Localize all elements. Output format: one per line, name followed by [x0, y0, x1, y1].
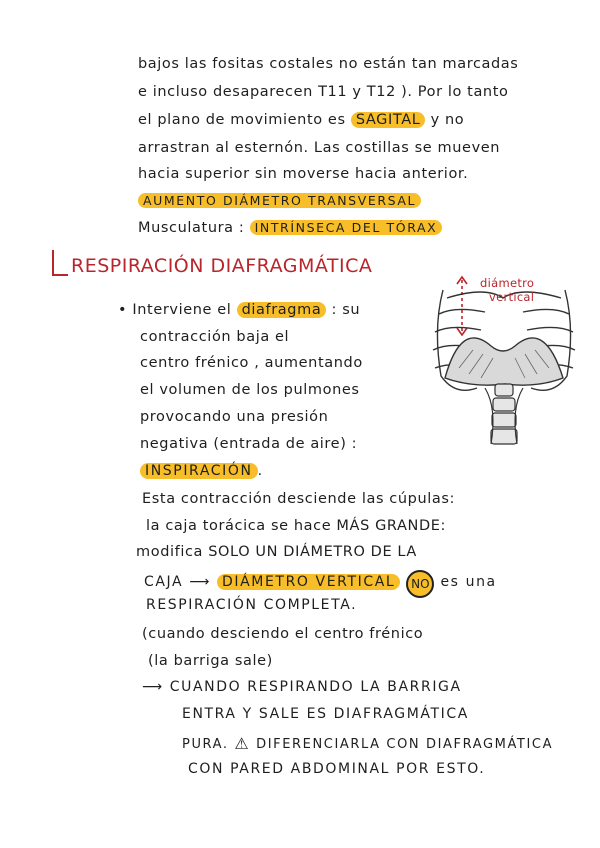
text-span: Musculatura :: [138, 220, 245, 236]
text-span: es una: [440, 574, 497, 590]
highlight-intrinseca: INTRÍNSECA DEL TÓRAX: [250, 220, 443, 235]
text-line: (la barriga sale): [148, 653, 273, 669]
figure-label: vertical: [489, 290, 535, 304]
heading-bracket-icon: [52, 250, 68, 276]
text-line: ENTRA Y SALE ES DIAFRAGMÁTICA: [182, 706, 469, 722]
text-line: [138, 193, 421, 208]
text-line: [138, 220, 442, 236]
no-circle-badge: NO: [406, 570, 434, 598]
text-line: contracción baja el: [140, 329, 290, 345]
text-line: [182, 734, 553, 753]
text-line: modifica SOLO UN DIÁMETRO DE LA: [136, 544, 417, 560]
highlight-transversal: AUMENTO DIÁMETRO TRANSVERSAL: [138, 193, 421, 208]
text-line: (cuando desciendo el centro frénico: [142, 626, 424, 642]
warning-icon: ⚠: [234, 734, 251, 753]
highlight-sagital: SAGITAL: [351, 112, 426, 128]
text-line: [140, 463, 264, 479]
text-span: y no: [430, 112, 465, 128]
text-span: • Interviene el: [118, 302, 232, 318]
heading-text: RESPIRACIÓN DIAFRAGMÁTICA: [71, 255, 373, 277]
text-line: la caja torácica se hace MÁS GRANDE:: [146, 518, 446, 534]
text-span: DIFERENCIARLA CON DIAFRAGMÁTICA: [256, 737, 554, 752]
text-span: CAJA ⟶: [144, 574, 211, 590]
text-line: bajos las fositas costales no están tan marcadas: [138, 56, 519, 72]
text-span: : su: [331, 302, 361, 318]
text-line: el volumen de los pulmones: [140, 382, 360, 398]
text-line: centro frénico , aumentando: [140, 355, 363, 371]
text-line: negativa (entrada de aire) :: [140, 436, 358, 452]
text-span: el plano de movimiento es: [138, 112, 346, 128]
text-line: [144, 570, 497, 598]
text-line: arrastran al esternón. Las costillas se mueven: [138, 140, 501, 156]
section-heading: [52, 250, 372, 277]
highlight-inspiracion: INSPIRACIÓN: [140, 463, 258, 479]
text-line: provocando una presión: [140, 409, 329, 425]
text-line: e incluso desaparecen T11 y T12 ). Por lo tanto: [138, 84, 509, 100]
highlight-diafragma: diafragma: [237, 302, 327, 318]
text-line: CON PARED ABDOMINAL POR ESTO.: [188, 761, 486, 777]
text-line: hacia superior sin moverse hacia anterior.: [138, 166, 469, 182]
text-line: [118, 302, 360, 318]
highlight-diametro-vertical: DIÁMETRO VERTICAL: [217, 574, 400, 590]
text-span: .: [257, 463, 264, 479]
text-line: Esta contracción desciende las cúpulas:: [142, 491, 456, 507]
figure-label: diámetro: [480, 276, 535, 290]
text-line: RESPIRACIÓN COMPLETA.: [146, 597, 358, 613]
text-line: [138, 112, 464, 128]
text-span: PURA.: [182, 737, 229, 752]
text-line: ⟶ CUANDO RESPIRANDO LA BARRIGA: [142, 679, 462, 695]
